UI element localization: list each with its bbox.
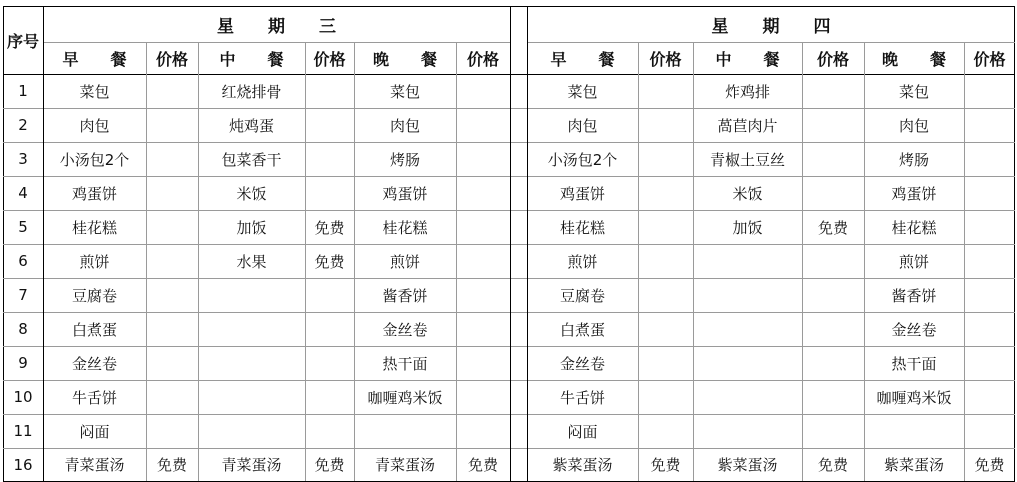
- column-header: 价格: [816, 49, 849, 69]
- table-cell: 热干面: [891, 354, 937, 373]
- table-cell: [146, 380, 198, 414]
- row-number: 8: [18, 320, 28, 338]
- table-cell: 肉包: [389, 116, 420, 135]
- table-cell: [864, 414, 964, 448]
- table-cell: [456, 414, 510, 448]
- table-cell: [802, 346, 864, 380]
- table-cell: [146, 414, 198, 448]
- table-cell: [146, 346, 198, 380]
- grid-line: [43, 42, 510, 43]
- table-cell: [802, 380, 864, 414]
- table-cell: 水果: [236, 252, 267, 271]
- table-cell: [802, 176, 864, 210]
- table-cell: 热干面: [382, 354, 428, 373]
- table-cell: [456, 278, 510, 312]
- grid-line: [510, 6, 511, 481]
- table-cell: [146, 312, 198, 346]
- table-cell: 红烧排骨: [221, 82, 282, 101]
- grid-line: [354, 42, 355, 481]
- table-cell: [146, 74, 198, 108]
- column-header: 价格: [466, 49, 499, 69]
- table-cell: [638, 74, 693, 108]
- table-cell: [964, 244, 1015, 278]
- table-cell: 煎饼: [898, 252, 929, 271]
- grid-line: [802, 42, 803, 481]
- table-cell: 鸡蛋饼: [891, 184, 937, 203]
- table-cell: [802, 414, 864, 448]
- table-cell: 紫菜蛋汤: [552, 456, 613, 474]
- grid-line: [305, 42, 306, 481]
- table-cell: [802, 74, 864, 108]
- table-cell: [146, 244, 198, 278]
- table-cell: [146, 108, 198, 142]
- table-cell: [198, 346, 305, 380]
- table-cell: [146, 176, 198, 210]
- table-cell: 白煮蛋: [71, 320, 117, 339]
- grid-line: [43, 6, 44, 481]
- table-cell: [456, 74, 510, 108]
- grid-line: [527, 42, 1015, 43]
- menu-table: [3, 6, 1015, 482]
- grid-line: [693, 42, 694, 481]
- table-cell: [964, 108, 1015, 142]
- table-cell: 鸡蛋饼: [382, 184, 428, 203]
- table-cell: 米饭: [236, 184, 267, 203]
- table-cell: 金丝卷: [382, 320, 428, 339]
- table-cell: 免费: [817, 218, 848, 237]
- table-cell: 鸡蛋饼: [559, 184, 605, 203]
- seq-header: 序号: [6, 31, 39, 51]
- table-cell: [456, 210, 510, 244]
- table-cell: [964, 278, 1015, 312]
- table-cell: 闷面: [567, 422, 598, 441]
- grid-line: [198, 42, 199, 481]
- table-cell: [638, 312, 693, 346]
- column-header: 价格: [313, 49, 346, 69]
- row-number: 4: [18, 184, 28, 202]
- table-cell: [802, 108, 864, 142]
- table-cell: [964, 142, 1015, 176]
- table-cell: 菜包: [898, 82, 929, 101]
- table-cell: 紫菜蛋汤: [883, 456, 944, 474]
- table-cell: 桂花糕: [71, 218, 117, 237]
- table-cell: 青菜蛋汤: [221, 456, 282, 474]
- table-cell: 青菜蛋汤: [64, 456, 125, 474]
- table-cell: 金丝卷: [891, 320, 937, 339]
- table-cell: 鸡蛋饼: [71, 184, 117, 203]
- table-cell: [198, 414, 305, 448]
- table-cell: 肉包: [898, 116, 929, 135]
- table-cell: 加饭: [236, 218, 267, 237]
- table-cell: 菜包: [79, 82, 110, 101]
- table-cell: [638, 346, 693, 380]
- table-cell: 酱香饼: [382, 286, 428, 305]
- table-cell: 青菜蛋汤: [374, 456, 435, 474]
- table-cell: [802, 142, 864, 176]
- row-number: 7: [18, 286, 28, 304]
- table-cell: 烤肠: [389, 150, 420, 169]
- column-header: 晚 餐: [372, 49, 437, 69]
- table-cell: 免费: [467, 456, 498, 474]
- grid-line: [146, 42, 147, 481]
- table-border: [3, 6, 1015, 7]
- table-cell: [638, 244, 693, 278]
- table-cell: [198, 312, 305, 346]
- table-cell: 菜包: [567, 82, 598, 101]
- grid-line: [864, 42, 865, 481]
- table-cell: [638, 108, 693, 142]
- table-cell: [693, 414, 802, 448]
- table-cell: [638, 380, 693, 414]
- table-cell: [693, 244, 802, 278]
- column-header: 价格: [973, 49, 1006, 69]
- table-cell: 免费: [974, 456, 1005, 474]
- table-cell: [305, 346, 354, 380]
- table-cell: 桂花糕: [382, 218, 428, 237]
- table-cell: 免费: [650, 456, 681, 474]
- table-cell: [964, 176, 1015, 210]
- table-cell: 咖喱鸡米饭: [876, 388, 952, 407]
- table-cell: [964, 74, 1015, 108]
- table-cell: [638, 176, 693, 210]
- table-cell: [146, 210, 198, 244]
- column-header: 价格: [649, 49, 682, 69]
- table-cell: [456, 108, 510, 142]
- grid-line: [964, 42, 965, 481]
- grid-line: [527, 6, 528, 481]
- column-header: 早 餐: [62, 49, 127, 69]
- table-cell: [456, 312, 510, 346]
- table-cell: 煎饼: [567, 252, 598, 271]
- table-cell: [638, 414, 693, 448]
- table-cell: [964, 380, 1015, 414]
- table-cell: [693, 346, 802, 380]
- table-cell: [802, 244, 864, 278]
- table-cell: 咖喱鸡米饭: [367, 388, 443, 407]
- table-cell: 紫菜蛋汤: [717, 456, 778, 474]
- table-cell: [693, 278, 802, 312]
- day-title-wednesday: 星 期 三: [217, 16, 336, 37]
- row-number: 11: [13, 422, 33, 440]
- table-cell: 桂花糕: [891, 218, 937, 237]
- row-number: 3: [18, 150, 28, 168]
- table-cell: 萵苣肉片: [717, 116, 778, 135]
- table-cell: 免费: [314, 252, 345, 271]
- table-cell: 肉包: [567, 116, 598, 135]
- column-header: 价格: [155, 49, 188, 69]
- table-cell: 闷面: [79, 422, 110, 441]
- table-cell: 牛舌饼: [71, 388, 117, 407]
- row-number: 2: [18, 116, 28, 134]
- table-cell: 免费: [314, 218, 345, 237]
- table-cell: 煎饼: [389, 252, 420, 271]
- table-cell: 金丝卷: [71, 354, 117, 373]
- row-number: 6: [18, 252, 28, 270]
- table-cell: 白煮蛋: [559, 320, 605, 339]
- table-cell: [456, 176, 510, 210]
- table-cell: [456, 244, 510, 278]
- table-cell: 免费: [156, 456, 187, 474]
- table-cell: 免费: [314, 456, 345, 474]
- grid-line: [638, 42, 639, 481]
- table-cell: 包菜香干: [221, 150, 282, 169]
- table-cell: [964, 312, 1015, 346]
- grid-line: [456, 42, 457, 481]
- table-cell: [638, 142, 693, 176]
- table-cell: 金丝卷: [559, 354, 605, 373]
- table-cell: 菜包: [389, 82, 420, 101]
- table-cell: [305, 74, 354, 108]
- day-title-thursday: 星 期 四: [711, 16, 831, 37]
- table-cell: [305, 380, 354, 414]
- column-header: 早 餐: [550, 49, 615, 69]
- table-cell: [802, 278, 864, 312]
- column-header: 中 餐: [219, 49, 284, 69]
- table-cell: 烤肠: [898, 150, 929, 169]
- table-cell: [305, 278, 354, 312]
- table-cell: 米饭: [732, 184, 763, 203]
- table-cell: 煎饼: [79, 252, 110, 271]
- row-number: 5: [18, 218, 28, 236]
- table-cell: [146, 278, 198, 312]
- table-cell: [964, 210, 1015, 244]
- table-cell: 酱香饼: [891, 286, 937, 305]
- table-cell: 炸鸡排: [724, 82, 770, 101]
- table-cell: [456, 380, 510, 414]
- table-cell: 豆腐卷: [71, 286, 117, 305]
- table-cell: 加饭: [732, 218, 763, 237]
- table-cell: [638, 210, 693, 244]
- table-cell: [456, 346, 510, 380]
- table-cell: [693, 312, 802, 346]
- table-cell: [198, 380, 305, 414]
- table-cell: 肉包: [79, 116, 110, 135]
- table-cell: [638, 278, 693, 312]
- row-number: 1: [18, 82, 28, 100]
- table-cell: [305, 108, 354, 142]
- table-cell: [305, 414, 354, 448]
- table-cell: [305, 176, 354, 210]
- table-cell: 免费: [817, 456, 848, 474]
- column-header: 晚 餐: [881, 49, 946, 69]
- table-cell: 青椒土豆丝: [709, 150, 785, 169]
- table-cell: 小汤包2个: [59, 150, 130, 169]
- column-header: 中 餐: [715, 49, 780, 69]
- table-cell: [198, 278, 305, 312]
- table-cell: [305, 142, 354, 176]
- table-cell: [456, 142, 510, 176]
- row-number: 16: [13, 455, 33, 474]
- table-cell: 小汤包2个: [547, 150, 618, 169]
- table-cell: [964, 346, 1015, 380]
- table-cell: [146, 142, 198, 176]
- table-cell: [802, 312, 864, 346]
- row-number: 9: [18, 354, 28, 372]
- table-cell: 桂花糕: [559, 218, 605, 237]
- table-cell: [964, 414, 1015, 448]
- table-cell: 牛舌饼: [559, 388, 605, 407]
- row-number: 10: [13, 388, 33, 406]
- table-cell: [354, 414, 456, 448]
- table-cell: 炖鸡蛋: [228, 116, 274, 135]
- table-cell: [693, 380, 802, 414]
- table-cell: 豆腐卷: [559, 286, 605, 305]
- table-cell: [305, 312, 354, 346]
